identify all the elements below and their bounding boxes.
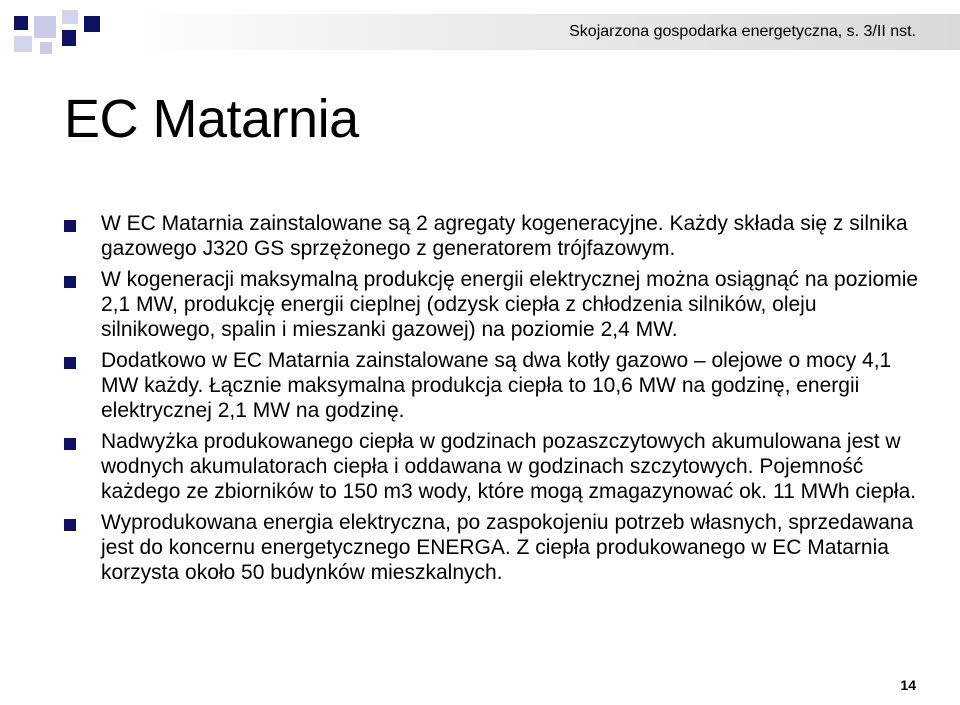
decor-square-lavender-3 <box>14 36 32 52</box>
bullet-text: W EC Matarnia zainstalowane są 2 agregaty kogeneracyjne. Każdy składa się z silnika gazowego J320 GS sprzężonego z generatorem trójfazowym. <box>101 212 908 260</box>
bullet-item <box>64 348 924 423</box>
bullet-list <box>64 211 924 591</box>
bullet-text: Nadwyżka produkowanego ciepła w godzinach pozaszczytowych akumulowana jest w wodnych akumulatorach ciepła i oddawana w godzinach szczytowych. Pojemność każdego ze zbiorników to 150 m3 wody, które mogą zmagazynować ok. 11 MWh ciepła. <box>101 430 917 503</box>
square-bullet-icon <box>64 220 76 232</box>
bullet-text: Wyprodukowana energia elektryczna, po zaspokojeniu potrzeb własnych, sprzedawana jest do koncernu energetycznego ENERGA. Z ciepła produkowanego w EC Matarnia korzysta około 50 budynków mieszkalnych. <box>101 511 914 584</box>
decor-square-lavender-4 <box>40 42 52 54</box>
square-bullet-icon <box>64 276 76 288</box>
decor-square-navy-3 <box>62 30 76 46</box>
bullet-item <box>64 211 924 261</box>
slide-title: EC Matarnia <box>64 89 359 149</box>
decor-square-lavender-1 <box>34 16 56 38</box>
bullet-item <box>64 429 924 504</box>
square-bullet-icon <box>64 438 76 450</box>
bullet-text: W kogeneracji maksymalną produkcję energii elektrycznej można osiągnąć na poziomie 2,1 MW, produkcję energii cieplnej (odzysk ciepła z chłodzenia silników, oleju silnikowego, spalin i mieszanki gazowej) na poziomie 2,4 MW. <box>101 268 919 341</box>
page-number: 14 <box>900 677 916 693</box>
decor-square-lavender-2 <box>62 10 78 24</box>
bullet-item <box>64 510 924 585</box>
header-text: Skojarzona gospodarka energetyczna, s. 3/II nst. <box>569 23 916 40</box>
bullet-text: Dodatkowo w EC Matarnia zainstalowane są dwa kotły gazowo – olejowe o mocy 4,1 MW każdy. Łącznie maksymalna produkcja ciepła to 10,6 MW na godzinę, energii elektrycznej 2,1 MW na godzinę. <box>101 349 892 422</box>
decor-square-navy-1 <box>14 16 28 30</box>
header-band <box>0 14 960 54</box>
decor-square-navy-2 <box>84 16 100 32</box>
square-bullet-icon <box>64 519 76 531</box>
square-bullet-icon <box>64 357 76 369</box>
bullet-item <box>64 267 924 342</box>
